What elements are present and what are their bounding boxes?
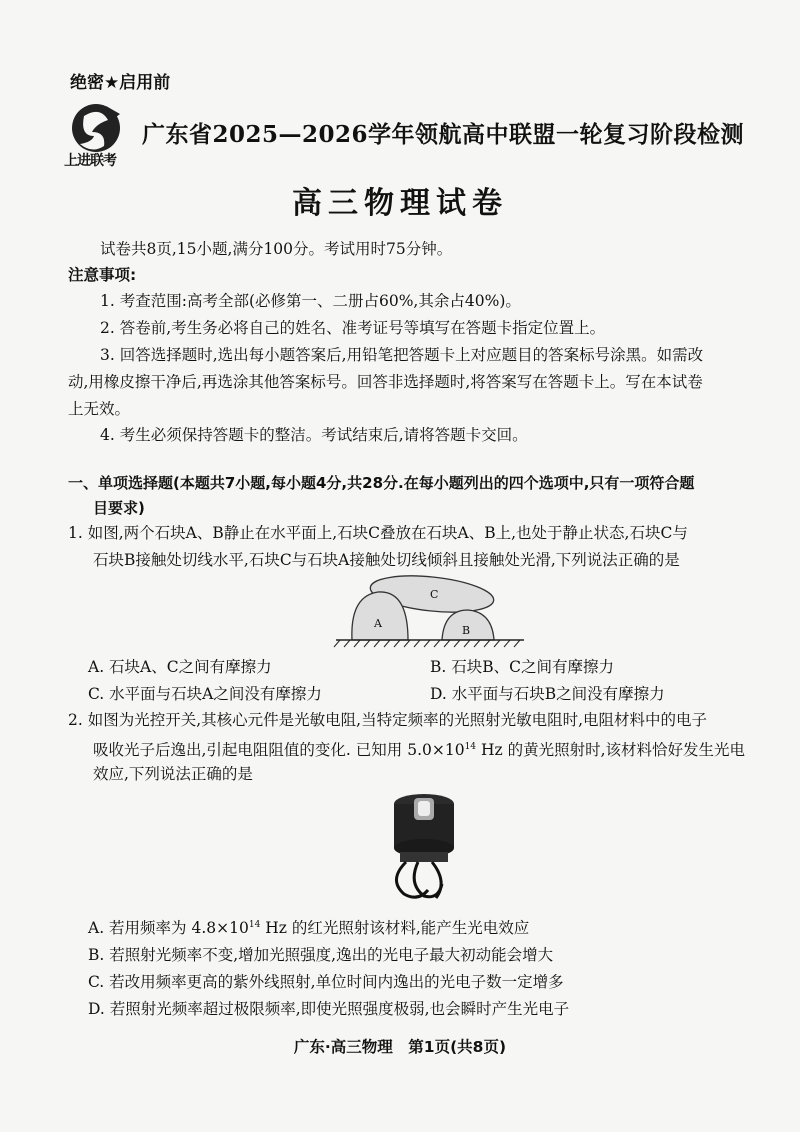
q1-option-c: C. 水平面与石块A之间没有摩擦力	[88, 685, 322, 703]
subject-title: 高三物理试卷	[292, 186, 508, 221]
label-a: A	[374, 617, 382, 630]
q2-option-c: C. 若改用频率更高的紫外线照射,单位时间内逸出的光电子数一定增多	[88, 973, 564, 991]
page-footer: 广东·高三物理 第1页(共8页)	[293, 1038, 507, 1056]
notice-item-3-line-1: 3. 回答选择题时,选出每小题答案后,用铅笔把答题卡上对应题目的答案标号涂黑。如需改	[100, 346, 704, 364]
section-heading-line-1: 一、单项选择题(本题共7小题,每小题4分,共28分.在每小题列出的四个选项中,只有一项符合题	[68, 474, 695, 492]
exam-intro: 试卷共8页,15小题,满分100分。考试用时75分钟。	[100, 240, 453, 258]
notice-item-2: 2. 答卷前,考生务必将自己的姓名、准考证号等填写在答题卡指定位置上。	[100, 319, 606, 337]
q2-option-a: A. 若用频率为 $4.8\times 10^{14}$ Hz 的红光照射该材料,能产生光电效应	[88, 919, 530, 937]
light-control-switch-photo	[378, 790, 470, 906]
q1-stones-figure	[330, 572, 530, 648]
notice-item-4: 4. 考生必须保持答题卡的整洁。考试结束后,请将答题卡交回。	[100, 426, 528, 444]
q1-stem-line-2: 石块B接触处切线水平,石块C与石块A接触处切线倾斜且接触处光滑,下列说法正确的是	[93, 551, 680, 569]
logo-text: 上进联考	[64, 153, 116, 169]
q2-stem-line-3: 效应,下列说法正确的是	[93, 765, 253, 783]
q2-stem-line-2: 吸收光子后逸出,引起电阻阻值的变化. 已知用 $5.0\times 10^{14}$ Hz 的黄光照射时,该材料恰好发生光电	[93, 741, 745, 760]
notice-heading: 注意事项:	[68, 266, 137, 284]
confidential-label: 绝密★启用前	[70, 73, 171, 93]
notice-item-3-line-2: 动,用橡皮擦干净后,再选涂其他答案标号。回答非选择题时,将答案写在答题卡上。写在本试卷	[68, 373, 703, 391]
q2-option-d: D. 若照射光频率超过极限频率,即使光照强度极弱,也会瞬时产生光电子	[88, 1000, 570, 1018]
notice-item-1: 1. 考查范围:高考全部(必修第一、二册占60%,其余占40%)。	[100, 292, 521, 310]
section-heading-line-2: 目要求)	[93, 499, 145, 517]
exam-header-title: 广东省2025—2026学年领航高中联盟一轮复习阶段检测	[142, 121, 745, 148]
q2-stem-line-1: 2. 如图为光控开关,其核心元件是光敏电阻,当特定频率的光照射光敏电阻时,电阻材料中的电子	[68, 711, 707, 729]
label-b: B	[462, 624, 471, 637]
label-c: C	[430, 588, 439, 601]
notice-item-3-line-3: 上无效。	[68, 400, 131, 418]
q2-option-b: B. 若照射光频率不变,增加光照强度,逸出的光电子最大初动能会增大	[88, 946, 554, 964]
q1-option-b: B. 石块B、C之间有摩擦力	[430, 658, 614, 676]
q1-stem-line-1: 1. 如图,两个石块A、B静止在水平面上,石块C叠放在石块A、B上,也处于静止状态,石块C与	[68, 524, 688, 542]
q1-option-a: A. 石块A、C之间有摩擦力	[88, 658, 272, 676]
q1-option-d: D. 水平面与石块B之间没有摩擦力	[430, 685, 665, 703]
